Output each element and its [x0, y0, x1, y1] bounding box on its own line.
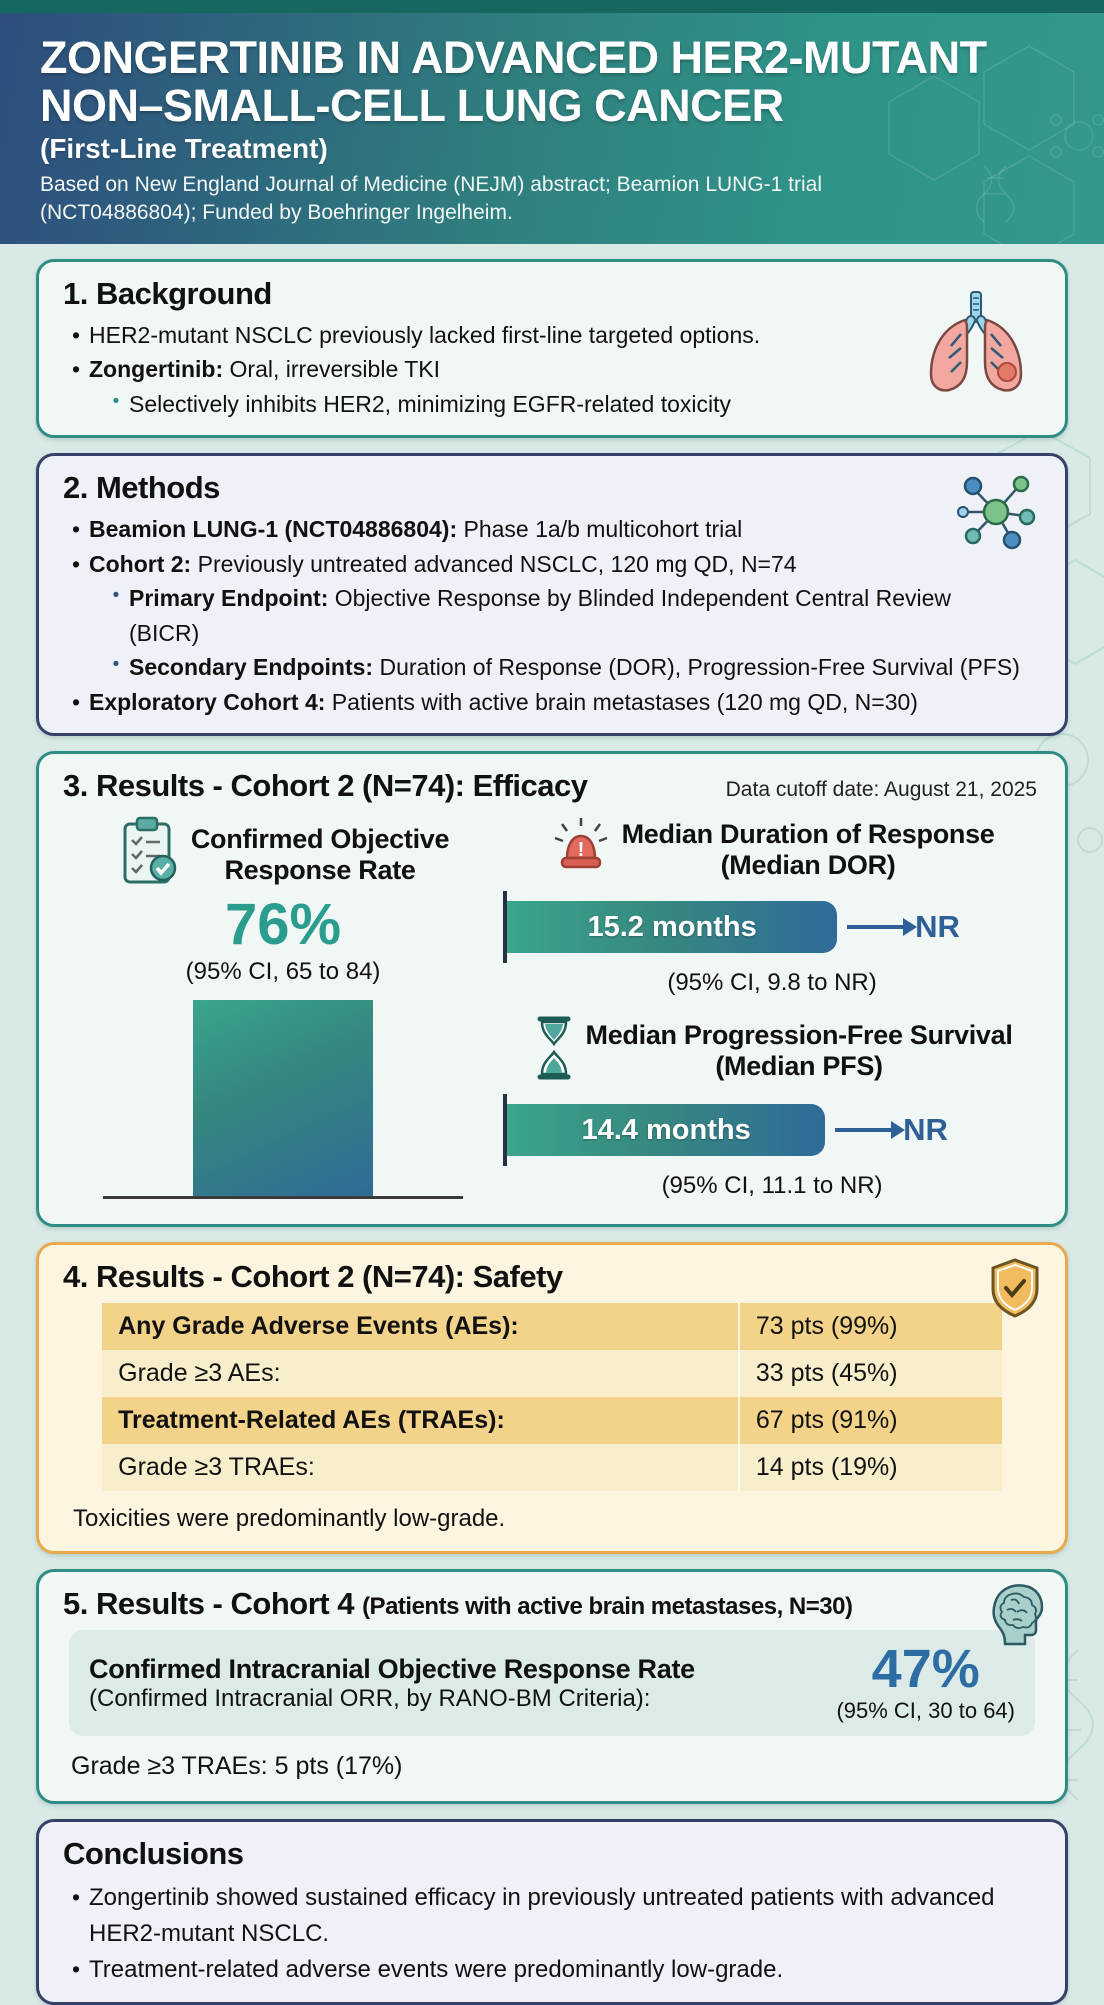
svg-text:!: ! — [577, 839, 584, 862]
section-conclusions-title: Conclusions — [63, 1836, 244, 1872]
background-bullet-2-text: Zongertinib: Oral, irreversible TKI — [89, 356, 440, 383]
methods-subbullet-2 — [103, 650, 1023, 685]
safety-row-value: 73 pts (99%) — [739, 1303, 1002, 1350]
methods-bullet-3-text: Exploratory Cohort 4: Patients with active brain metastases (120 mg QD, N=30) — [89, 688, 918, 715]
background-subbullet-1-text: Selectively inhibits HER2, minimizing EGFR-related toxicity — [129, 390, 732, 417]
section-conclusions — [36, 1819, 1068, 2005]
intracranial-orr-box — [69, 1630, 1035, 1736]
header-banner — [0, 0, 1104, 244]
bullet-dot: • — [71, 321, 81, 348]
bullet-dot: • — [112, 390, 120, 412]
dor-label: Median Duration of Response (Median DOR) — [621, 818, 995, 880]
intracranial-orr-ci: (95% CI, 30 to 64) — [836, 1698, 1015, 1724]
methods-subbullet-2-text: Secondary Endpoints: Duration of Response (DOR), Progression-Free Survival (PFS) — [129, 654, 1020, 681]
safety-row-label: Treatment-Related AEs (TRAEs): — [118, 1406, 505, 1435]
methods-bullet-3 — [63, 685, 1023, 720]
pfs-nr-label: NR — [903, 1112, 948, 1148]
safety-row-label: Grade ≥3 TRAEs: — [118, 1453, 315, 1482]
head-brain-icon — [987, 1582, 1045, 1651]
safety-table — [102, 1303, 1002, 1491]
background-bullet-1 — [63, 318, 913, 353]
hourglass-icon — [532, 1015, 576, 1086]
background-bullet-1-text: HER2-mutant NSCLC previously lacked first-line targeted options. — [89, 321, 761, 348]
orr-label: Confirmed Objective Response Rate — [190, 823, 450, 885]
section-safety-title: 4. Results - Cohort 2 (N=74): Safety — [63, 1259, 563, 1295]
lungs-icon — [921, 290, 1031, 400]
methods-bullet-2 — [63, 547, 1023, 582]
source-attribution: Based on New England Journal of Medicine (NEJM) abstract; Beamion LUNG-1 trial (NCT04886804); Funded by Boehringer Ingelheim. — [40, 173, 823, 224]
methods-bullet-2-text: Cohort 2: Previously untreated advanced NSCLC, 120 mg QD, N=74 — [89, 550, 797, 577]
safety-row-value: 33 pts (45%) — [739, 1350, 1002, 1397]
dor-ci: (95% CI, 9.8 to NR) — [667, 969, 877, 997]
pfs-ci: (95% CI, 11.1 to NR) — [661, 1172, 883, 1200]
arrow-right-icon — [835, 1128, 893, 1132]
bullet-dot: • — [71, 550, 81, 577]
arrow-right-icon — [847, 925, 905, 929]
orr-axis-line — [103, 1196, 463, 1199]
section-efficacy-title: 3. Results - Cohort 2 (N=74): Efficacy — [63, 768, 588, 804]
clipboard-check-icon — [117, 816, 181, 893]
safety-row-traes — [102, 1397, 1002, 1444]
header-hexagon-dna-decoration — [684, 0, 1104, 244]
section-cohort4 — [36, 1569, 1068, 1804]
section-efficacy — [36, 751, 1068, 1227]
conclusion-bullet-2-text: Treatment-related adverse events were predominantly low-grade. — [89, 1956, 784, 1984]
conclusion-bullet-1-text: Zongertinib showed sustained efficacy in previously untreated patients with advanced HER2-mutant NSCLC. — [89, 1884, 995, 1948]
methods-bullet-1-text: Beamion LUNG-1 (NCT04886804): Phase 1a/b multicohort trial — [89, 516, 743, 543]
safety-note: Toxicities were predominantly low-grade. — [73, 1505, 506, 1533]
data-cutoff-date: Data cutoff date: August 21, 2025 — [725, 778, 1037, 802]
bullet-dot: • — [71, 356, 81, 383]
molecule-icon — [953, 472, 1039, 559]
section-background — [36, 259, 1068, 439]
conclusion-bullet-2 — [63, 1952, 1041, 1988]
section-background-title: 1. Background — [63, 275, 272, 311]
dor-bar: 15.2 months — [507, 901, 837, 953]
safety-row-label: Grade ≥3 AEs: — [118, 1359, 281, 1388]
section-methods-title: 2. Methods — [63, 470, 220, 506]
intracranial-orr-label: Confirmed Intracranial Objective Response Rate (Confirmed Intracranial ORR, by RANO-BM Criteria): — [89, 1653, 695, 1712]
bullet-dot: • — [71, 1884, 81, 1911]
bullet-dot: • — [71, 688, 81, 715]
safety-row-label: Any Grade Adverse Events (AEs): — [118, 1312, 519, 1341]
pfs-bar: 14.4 months — [507, 1104, 825, 1156]
safety-row-value: 67 pts (91%) — [739, 1397, 1002, 1444]
dor-nr-label: NR — [915, 909, 960, 945]
dor-panel — [503, 816, 1041, 1007]
section-cohort4-title: 5. Results - Cohort 4 (Patients with active brain metastases, N=30) — [63, 1586, 853, 1622]
background-bullet-2 — [63, 352, 913, 387]
safety-row-value: 14 pts (19%) — [739, 1444, 1002, 1491]
conclusion-bullet-1 — [63, 1880, 1041, 1952]
orr-bar — [193, 1000, 373, 1196]
safety-row-grade3-traes — [102, 1444, 1002, 1491]
pfs-label: Median Progression-Free Survival (Median PFS) — [585, 1019, 1013, 1081]
cohort4-grade3-traes: Grade ≥3 TRAEs: 5 pts (17%) — [71, 1752, 403, 1781]
orr-panel — [63, 816, 503, 1210]
orr-ci: (95% CI, 65 to 84) — [185, 958, 381, 986]
section-safety — [36, 1242, 1068, 1554]
page-subtitle: (First-Line Treatment) — [40, 133, 328, 165]
bullet-dot: • — [112, 585, 120, 607]
bullet-dot: • — [112, 654, 120, 676]
shield-check-icon — [987, 1257, 1043, 1324]
methods-subbullet-1 — [103, 581, 1023, 650]
methods-bullet-1 — [63, 512, 1023, 547]
background-subbullet-1 — [103, 387, 913, 422]
methods-subbullet-1-text: Primary Endpoint: Objective Response by Blinded Independent Central Review (BICR) — [129, 585, 952, 646]
pfs-panel — [503, 1015, 1041, 1210]
intracranial-orr-value-block — [836, 1639, 1015, 1724]
page-title-line2: NON–SMALL-CELL LUNG CANCER — [40, 79, 784, 131]
bullet-dot: • — [71, 1956, 81, 1983]
page-title-line1: ZONGERTINIB IN ADVANCED HER2-MUTANT — [40, 32, 987, 83]
intracranial-orr-value: 47% — [871, 1639, 980, 1700]
siren-icon — [550, 816, 612, 883]
orr-value: 76% — [225, 892, 342, 958]
safety-row-any-grade-aes — [102, 1303, 1002, 1350]
section-methods — [36, 453, 1068, 736]
bullet-dot: • — [71, 516, 81, 543]
safety-row-grade3-aes — [102, 1350, 1002, 1397]
